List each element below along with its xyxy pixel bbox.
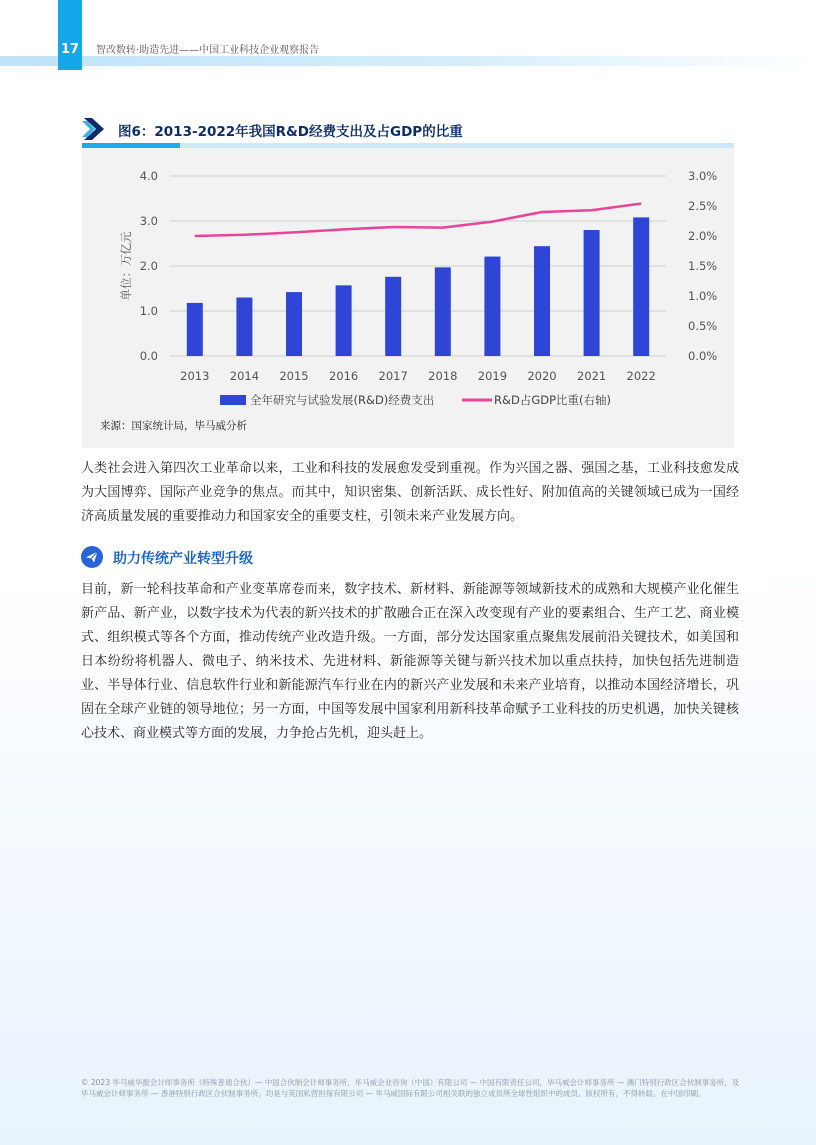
running-title: 智改数转·助造先进——中国工业科技企业观察报告 bbox=[96, 45, 320, 56]
bar bbox=[236, 298, 252, 357]
legend-label-line: R&D占GDP比重(右轴) bbox=[494, 393, 611, 407]
chevron-right-icon bbox=[82, 118, 106, 140]
section-title: 助力传统产业转型升级 bbox=[113, 551, 253, 567]
y-tick-label: 0.0 bbox=[139, 349, 158, 363]
y-tick-label: 1.0 bbox=[139, 304, 158, 318]
bar bbox=[336, 285, 352, 356]
series-line bbox=[195, 204, 641, 236]
legend-swatch-bar bbox=[220, 395, 246, 405]
bar bbox=[584, 230, 600, 356]
bar bbox=[187, 303, 203, 356]
x-tick-label: 2016 bbox=[328, 369, 359, 383]
paragraph-body: 目前，新一轮科技革命和产业变革席卷而来，数字技术、新材料、新能源等领域新技术的成熟和大规模产业化催生新产品、新产业，以数字技术为代表的新兴技术的扩散融合正在深入改变现有产业的要素组合、生产工艺、商业模式、组织模式等各个方面，推动传统产业改造升级。一方面，部分发达国家重点聚焦发展前沿关键技术，如美国和日本纷纷将机器人、微电子、纳米技术、先进材料、新能源等关键与新兴技术加以重点扶持，加快包括先进制造业、半导体行业、信息软件行业和新能源汽车行业在内的新兴产业发展和未来产业培育，以推动本国经济增长，巩固在全球产业链的领导地位；另一方面，中国等发展中国家利用新科技革命赋予工业科技的历史机遇，加快关键核心技术、商业模式等方面的发展，力争抢占先机，迎头赶上。 bbox=[81, 582, 739, 741]
x-tick-label: 2015 bbox=[279, 369, 309, 383]
x-tick-label: 2022 bbox=[626, 369, 656, 383]
y-axis-label: 单位：万亿元 bbox=[119, 231, 133, 301]
paragraph-intro: 人类社会进入第四次工业革命以来，工业和科技的发展愈发受到重视。作为兴国之器、强国之基，工业科技愈发成为大国博弈、国际产业竞争的焦点。而其中，知识密集、创新活跃、成长性好、附加值高的关键领域已成为一国经济高质量发展的重要推动力和国家安全的重要支柱，引领未来产业发展方向。 bbox=[81, 461, 739, 524]
bar bbox=[286, 292, 302, 356]
y2-tick-label: 0.0% bbox=[688, 349, 718, 363]
chart-panel bbox=[82, 148, 734, 448]
y2-tick-label: 0.5% bbox=[688, 319, 718, 333]
page-number: 17 bbox=[60, 42, 80, 57]
rd-expenditure-chart bbox=[82, 148, 734, 448]
legend-label-bar: 全年研究与试验发展(R&D)经费支出 bbox=[250, 393, 435, 407]
x-tick-label: 2020 bbox=[527, 369, 557, 383]
x-tick-label: 2019 bbox=[477, 369, 508, 383]
x-tick-label: 2013 bbox=[180, 369, 210, 383]
x-tick-label: 2017 bbox=[378, 369, 408, 383]
y-tick-label: 4.0 bbox=[139, 169, 158, 183]
bar bbox=[385, 277, 401, 356]
y2-tick-label: 1.5% bbox=[688, 259, 718, 273]
bar bbox=[633, 217, 649, 356]
figure-source: 来源：国家统计局，毕马威分析 bbox=[100, 420, 247, 432]
y2-tick-label: 1.0% bbox=[688, 289, 718, 303]
bar bbox=[484, 257, 500, 356]
header-band bbox=[0, 56, 816, 66]
figure-title: 图6：2013-2022年我国R&D经费支出及占GDP的比重 bbox=[118, 124, 463, 140]
x-tick-label: 2018 bbox=[428, 369, 458, 383]
y2-tick-label: 3.0% bbox=[688, 169, 718, 183]
page-number-tab bbox=[58, 0, 82, 70]
bar bbox=[435, 267, 451, 356]
x-tick-label: 2021 bbox=[576, 369, 607, 383]
y2-tick-label: 2.5% bbox=[688, 199, 718, 213]
bar bbox=[534, 246, 550, 356]
x-tick-label: 2014 bbox=[229, 369, 260, 383]
y-tick-label: 2.0 bbox=[139, 259, 158, 273]
paper-plane-icon bbox=[81, 546, 103, 568]
y2-tick-label: 2.0% bbox=[688, 229, 718, 243]
y-tick-label: 3.0 bbox=[139, 214, 158, 228]
footer-copyright: © 2023 毕马威华振会计师事务所（特殊普通合伙）— 中国合伙制会计师事务所，毕马威企业咨询（中国）有限公司 — 中国有限责任公司，毕马威会计师事务所 — 澳门特别行政区合伙制事务所，及毕马威会计师事务所 — 香港特别行政区合伙制事务所，均是与英国私营担保有限公司 — 毕马威国际有限公司相关联的独立成员所全球性组织中的成员。版权所有，不得转载。在中国印刷。 bbox=[81, 1078, 740, 1098]
